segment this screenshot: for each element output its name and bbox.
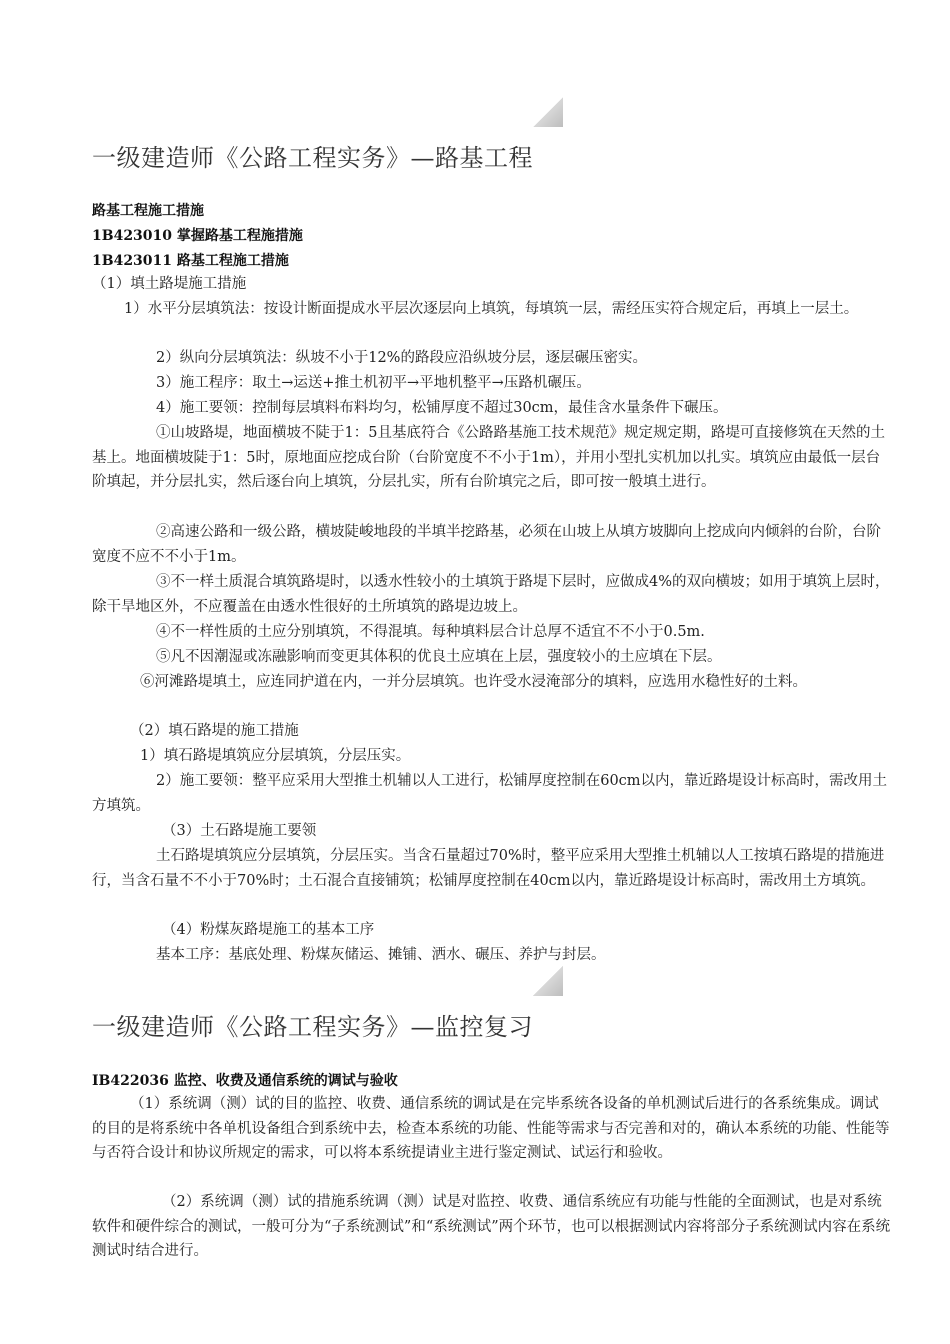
paragraph: （1）系统调（测）试的目的监控、收费、通信系统的调试是在完毕系统各设备的单机测试后进行的各系统集成。调试的目的是将系统中各单机设备组合到系统中去，检查本系统的功能、性能等需求与否完善和对的，确认本系统的功能、性能等与否符合设计和协议所规定的需求，可以将本系统提请业主进行鉴定测试、试运行和验收。	[92, 1096, 890, 1161]
paragraph: ⑤凡不因潮湿或冻融影响而变更其体积的优良土应填在上层，强度较小的土应填在下层。	[156, 649, 722, 665]
page-fold-icon	[533, 97, 563, 127]
section-title: 一级建造师《公路工程实务》—路基工程	[92, 144, 533, 172]
paragraph: ⑥河滩路堤填土，应连同护道在内，一并分层填筑。也许受水浸淹部分的填料，应选用水稳性好的土料。	[140, 674, 807, 690]
paragraph: ①山坡路堤，地面横坡不陡于1：5且基底符合《公路路基施工技术规范》规定规定期，路堤可直接修筑在天然的土基上。地面横坡陡于1：5时，原地面应挖成台阶（台阶宽度不不小于1m），并用小型扎实机加以扎实。填筑应由最低一层台阶填起，并分层扎实，然后逐台向上填筑，分层扎实，所有台阶填完之后，即可按一般填土进行。	[92, 425, 885, 490]
paragraph: （4）粉煤灰路堤施工的基本工序	[162, 922, 375, 938]
paragraph: 3）施工程序：取土→运送+推土机初平→平地机整平→压路机碾压。	[156, 375, 591, 391]
paragraph: 2）施工要领：整平应采用大型推土机辅以人工进行，松铺厚度控制在60cm以内，靠近路堤设计标高时，需改用土方填筑。	[92, 773, 888, 814]
paragraph: ④不一样性质的土应分别填筑，不得混填。每种填料层合计总厚不适宜不不小于0.5m.	[156, 624, 705, 640]
paragraph: 2）纵向分层填筑法：纵坡不小于12%的路段应沿纵坡分层，逐层碾压密实。	[156, 350, 647, 366]
section-heading: 1B423010 掌握路基工程施措施	[92, 228, 303, 244]
section-heading: 路基工程施工措施	[92, 203, 204, 219]
paragraph: （1）填土路堤施工措施	[92, 276, 247, 292]
page-fold-icon	[533, 966, 563, 996]
paragraph: 基本工序：基底处理、粉煤灰储运、摊铺、洒水、碾压、养护与封层。	[156, 947, 606, 963]
section-title: 一级建造师《公路工程实务》—监控复习	[92, 1013, 533, 1041]
paragraph: ②高速公路和一级公路，横坡陡峻地段的半填半挖路基，必须在山坡上从填方坡脚向上挖成向内倾斜的台阶，台阶宽度不应不不小于1m。	[92, 524, 881, 565]
paragraph: 1）填石路堤填筑应分层填筑，分层压实。	[140, 748, 411, 764]
section-heading: 1B423011 路基工程施工措施	[92, 253, 289, 269]
paragraph: （2）系统调（测）试的措施系统调（测）试是对监控、收费、通信系统应有功能与性能的全面测试，也是对系统软件和硬件综合的测试，一般可分为“子系统测试”和“系统测试”两个环节，也可以根据测试内容将部分子系统测试内容在系统测试时结合进行。	[92, 1194, 891, 1259]
paragraph: 4）施工要领：控制每层填料布料均匀，松铺厚度不超过30cm，最佳含水量条件下碾压。	[156, 400, 728, 416]
paragraph: 土石路堤填筑应分层填筑，分层压实。当含石量超过70%时，整平应采用大型推土机辅以人工按填石路堤的措施进行，当含石量不不小于70%时；土石混合直接铺筑；松铺厚度控制在40cm以内，靠近路堤设计标高时，需改用土方填筑。	[92, 848, 885, 889]
paragraph: ③不一样土质混合填筑路堤时，以透水性较小的土填筑于路堤下层时，应做成4%的双向横坡；如用于填筑上层时，除干旱地区外，不应覆盖在由透水性很好的土所填筑的路堤边坡上。	[92, 574, 890, 615]
paragraph: （3）土石路堤施工要领	[162, 823, 317, 839]
paragraph: 1）水平分层填筑法：按设计断面提成水平层次逐层向上填筑，每填筑一层，需经压实符合规定后，再填上一层土。	[124, 301, 859, 317]
paragraph: （2）填石路堤的施工措施	[130, 723, 299, 739]
section-heading: IB422036 监控、收费及通信系统的调试与验收	[92, 1073, 398, 1089]
